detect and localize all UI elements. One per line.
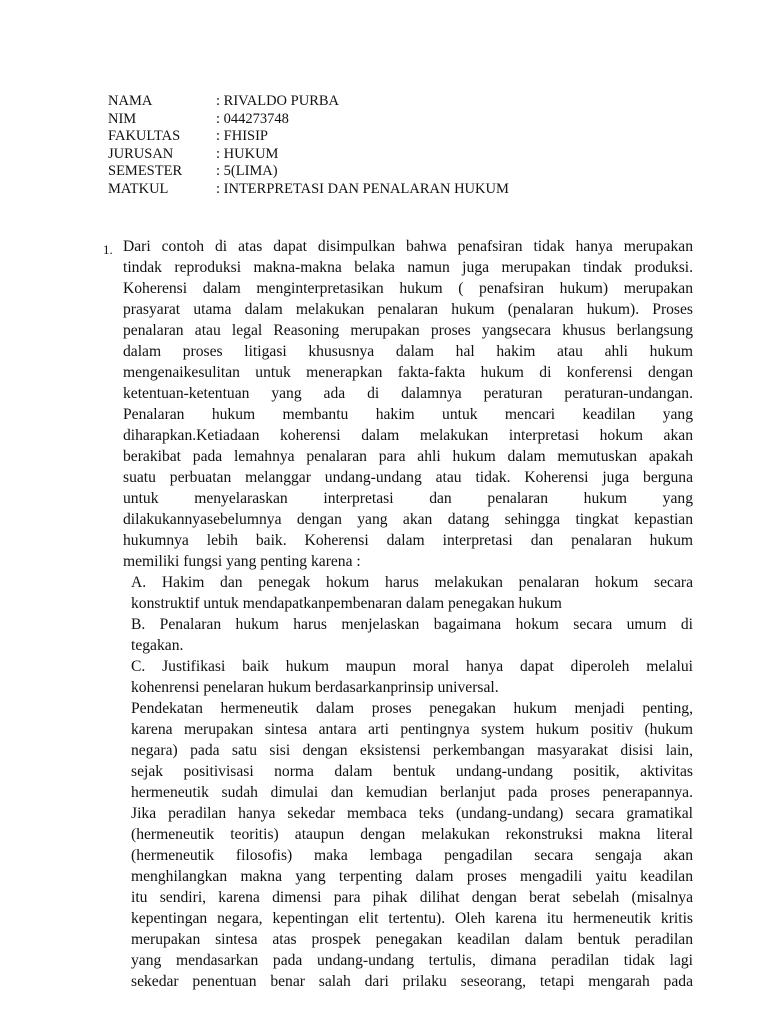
identity-label: SEMESTER (108, 163, 183, 180)
text-line: Penalaran hukum membantu hakim untuk mencari keadilan yang (123, 406, 693, 423)
text-line: (hermeneutik teoritis) ataupun dengan melakukan rekonstruksi makna literal (131, 826, 693, 843)
point-a-line: konstruktif untuk mendapatkanpembenaran dalam penegakan hukum (131, 595, 562, 612)
answer-intro-paragraph (123, 236, 693, 572)
text-line: diharapkan.Ketiadaan koherensi dalam melakukan interpretasi hokum akan (123, 427, 693, 444)
identity-value: : 5(LIMA) (216, 163, 278, 180)
text-line: memiliki fungsi yang penting karena : (123, 553, 361, 570)
text-line: sekedar penentuan benar salah dari prilaku seseorang, tetapi mengarah pada (131, 973, 693, 990)
text-line: dalam proses litigasi khususnya dalam hal hakim atau ahli hukum (123, 343, 693, 360)
text-line: tindak reproduksi makna-makna belaka namun juga merupakan tindak produksi. (123, 259, 693, 276)
identity-row-faculty (108, 128, 509, 146)
text-line: sejak positivisasi norma dalam bentuk undang-undang positik, aktivitas (131, 763, 693, 780)
list-item-number: 1. (103, 242, 113, 257)
text-line: Koherensi dalam menginterpretasikan hukum ( penafsiran hukum) merupakan (123, 280, 693, 297)
identity-label: JURUSAN (108, 145, 174, 162)
text-line: yang mendasarkan pada undang-undang tertulis, dimana peradilan tidak lagi (131, 952, 693, 969)
identity-row-major (108, 146, 509, 164)
identity-row-semester (108, 163, 509, 181)
identity-label: NIM (108, 110, 137, 127)
text-line: penalaran atau legal Reasoning merupakan proses yangsecara khusus berlangsung (123, 322, 693, 339)
identity-label: MATKUL (108, 180, 169, 197)
answer-points-block (131, 572, 693, 992)
text-line: menghilangkan makna yang terpenting dalam proses mengadili yaitu keadilan (131, 868, 693, 885)
text-line: hermeneutik sudah dimulai dan kemudian berlanjut pada proses penerapannya. (131, 784, 693, 801)
text-line: prasyarat utama dalam melakukan penalaran hukum (penalaran hukum). Proses (123, 301, 693, 318)
identity-value: : FHISIP (216, 128, 268, 145)
identity-label: NAMA (108, 93, 153, 109)
text-line: Pendekatan hermeneutik dalam proses penegakan hukum menjadi penting, (131, 700, 693, 717)
answer-body (123, 236, 693, 992)
text-line: Jika peradilan hanya sekedar membaca teks (undang-undang) secara gramatikal (131, 805, 693, 822)
text-line: merupakan sintesa atas prospek penegakan keadilan dalam bentuk peradilan (131, 931, 693, 948)
identity-value: : INTERPRETASI DAN PENALARAN HUKUM (216, 180, 509, 197)
point-b-line: tegakan. (131, 637, 184, 654)
point-a-line: A. Hakim dan penegak hokum harus melakukan penalaran hokum secara (131, 574, 693, 591)
identity-value: : HUKUM (216, 145, 279, 162)
student-identity-block (108, 93, 509, 199)
text-line: ketentuan-ketentuan yang ada di dalamnya peraturan peraturan-undangan. (123, 385, 693, 402)
text-line: untuk menyelaraskan interpretasi dan penalaran hukum yang (123, 490, 693, 507)
text-line: mengenaikesulitan untuk menerapkan fakta-fakta hukum di konferensi dengan (123, 364, 693, 381)
text-line: Dari contoh di atas dapat disimpulkan bahwa penafsiran tidak hanya merupakan (123, 238, 693, 255)
text-line: (hermeneutik filosofis) maka lembaga pengadilan secara sengaja akan (131, 847, 693, 864)
identity-row-nim (108, 111, 509, 129)
text-line: hukumnya lebih baik. Koherensi dalam interpretasi dan penalaran hukum (123, 532, 693, 549)
identity-row-name (108, 93, 509, 111)
point-b-line: B. Penalaran hukum harus menjelaskan bagaimana hokum secara umum di (131, 616, 693, 633)
identity-value: : RIVALDO PURBA (216, 93, 340, 109)
text-line: karena merupakan sintesa antara arti pentingnya system hukum positiv (hukum (131, 721, 693, 738)
text-line: berakibat pada lemahnya penalaran para ahli hukum dalam memutuskan apakah (123, 448, 693, 465)
point-c-line: C. Justifikasi baik hukum maupun moral hanya dapat diperoleh melalui (131, 658, 693, 675)
text-line: negara) pada satu sisi dengan eksistensi perkembangan masyarakat disisi lain, (131, 742, 693, 759)
text-line: suatu perbuatan melanggar undang-undang atau tidak. Koherensi juga berguna (123, 469, 693, 486)
text-line: kepentingan negara, kepentingan elit tertentu). Oleh karena itu hermeneutik kritis (131, 910, 693, 927)
text-line: itu sendiri, karena dimensi para pihak dilihat dengan berat sebelah (misalnya (131, 889, 693, 906)
point-c-line: kohenrensi penelaran hukum berdasarkanprinsip universal. (131, 679, 499, 696)
text-line: dilakukannyasebelumnya dengan yang akan datang sehingga tingkat kepastian (123, 511, 693, 528)
identity-row-course (108, 181, 509, 199)
identity-label: FAKULTAS (108, 128, 181, 145)
identity-value: : 044273748 (216, 110, 289, 127)
